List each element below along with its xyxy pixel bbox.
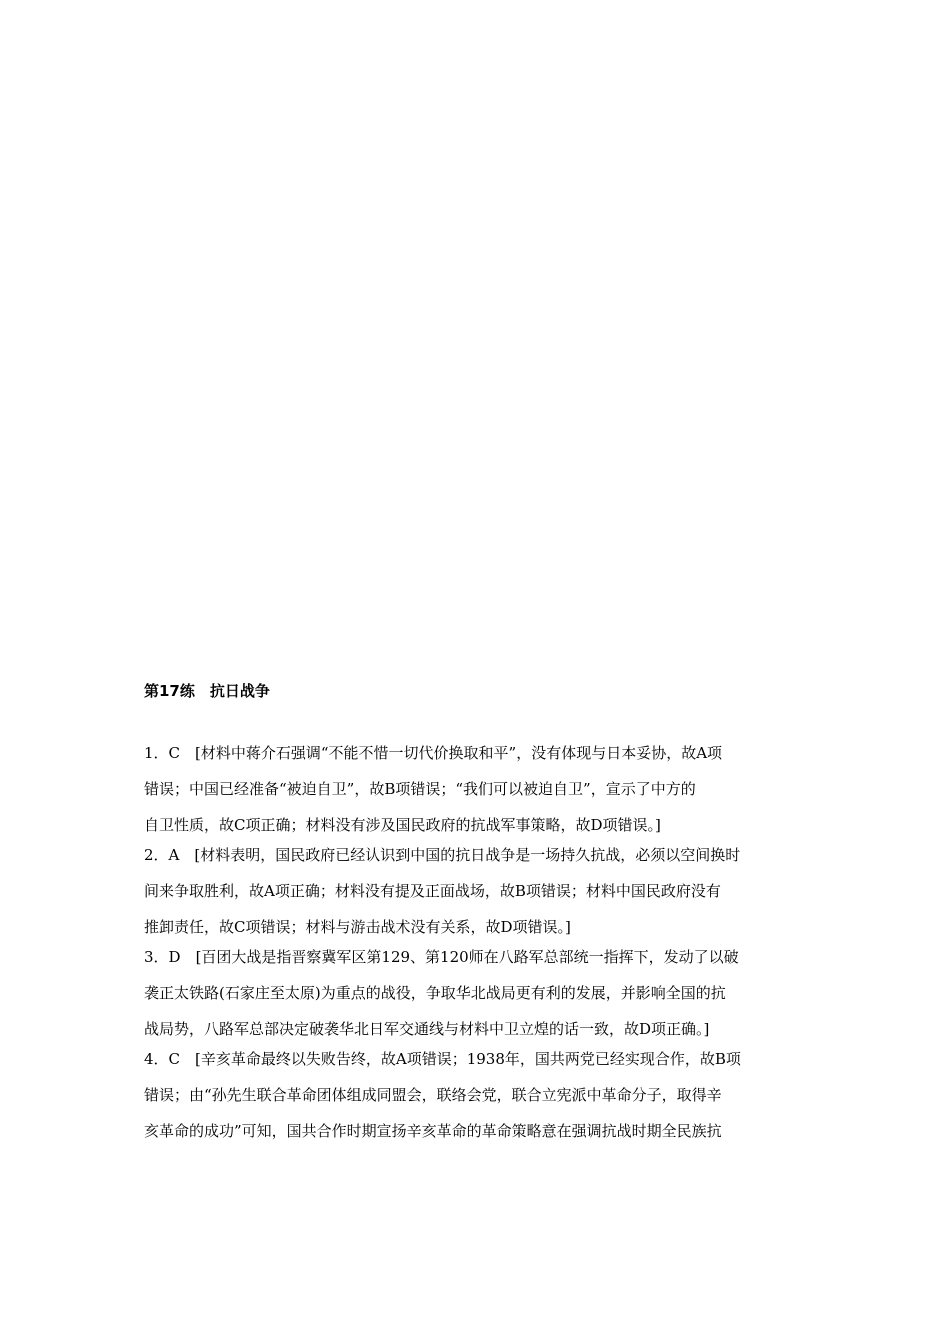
answer-2-line-3: 推卸责任，故C项错误；材料与游击战术没有关系，故D项错误。] [144, 918, 571, 936]
answer-item-4 [144, 1048, 807, 1142]
answer-4-line-2: 错误；由“孙先生联合革命团体组成同盟会，联络会党，联合立宪派中革命分子，取得辛 [144, 1086, 722, 1104]
answer-item-1 [144, 742, 807, 836]
answer-4-line-1: 4．C [辛亥革命最终以失败告终，故A项错误；1938年，国共两党已经实现合作，故B项 [144, 1050, 741, 1068]
answer-2-line-2: 间来争取胜利，故A项正确；材料没有提及正面战场，故B项错误；材料中国民政府没有 [144, 882, 721, 900]
answer-4-line-3: 亥革命的成功”可知，国共合作时期宣扬辛亥革命的革命策略意在强调抗战时期全民族抗 [144, 1122, 722, 1140]
section-title: 第17练 抗日战争 [144, 682, 270, 700]
answer-1-line-3: 自卫性质，故C项正确；材料没有涉及国民政府的抗战军事策略，故D项错误。] [144, 816, 661, 834]
answer-item-2 [144, 844, 807, 938]
answer-3-line-3: 战局势，八路军总部决定破袭华北日军交通线与材料中卫立煌的话一致，故D项正确。] [144, 1020, 710, 1038]
answer-2-line-1: 2．A [材料表明，国民政府已经认识到中国的抗日战争是一场持久抗战，必须以空间换时 [144, 846, 741, 864]
answer-1-line-1: 1．C [材料中蒋介石强调“不能不惜一切代价换取和平”，没有体现与日本妥协，故A项 [144, 744, 723, 762]
answer-3-line-1: 3．D [百团大战是指晋察冀军区第129、第120师在八路军总部统一指挥下，发动了以破 [144, 948, 739, 966]
answer-item-3 [144, 946, 807, 1040]
answer-list [144, 742, 807, 1142]
answer-1-line-2: 错误；中国已经准备“被迫自卫”，故B项错误；“我们可以被迫自卫”，宣示了中方的 [144, 780, 696, 798]
answer-3-line-2: 袭正太铁路(石家庄至太原)为重点的战役，争取华北战局更有利的发展，并影响全国的抗 [144, 984, 726, 1002]
